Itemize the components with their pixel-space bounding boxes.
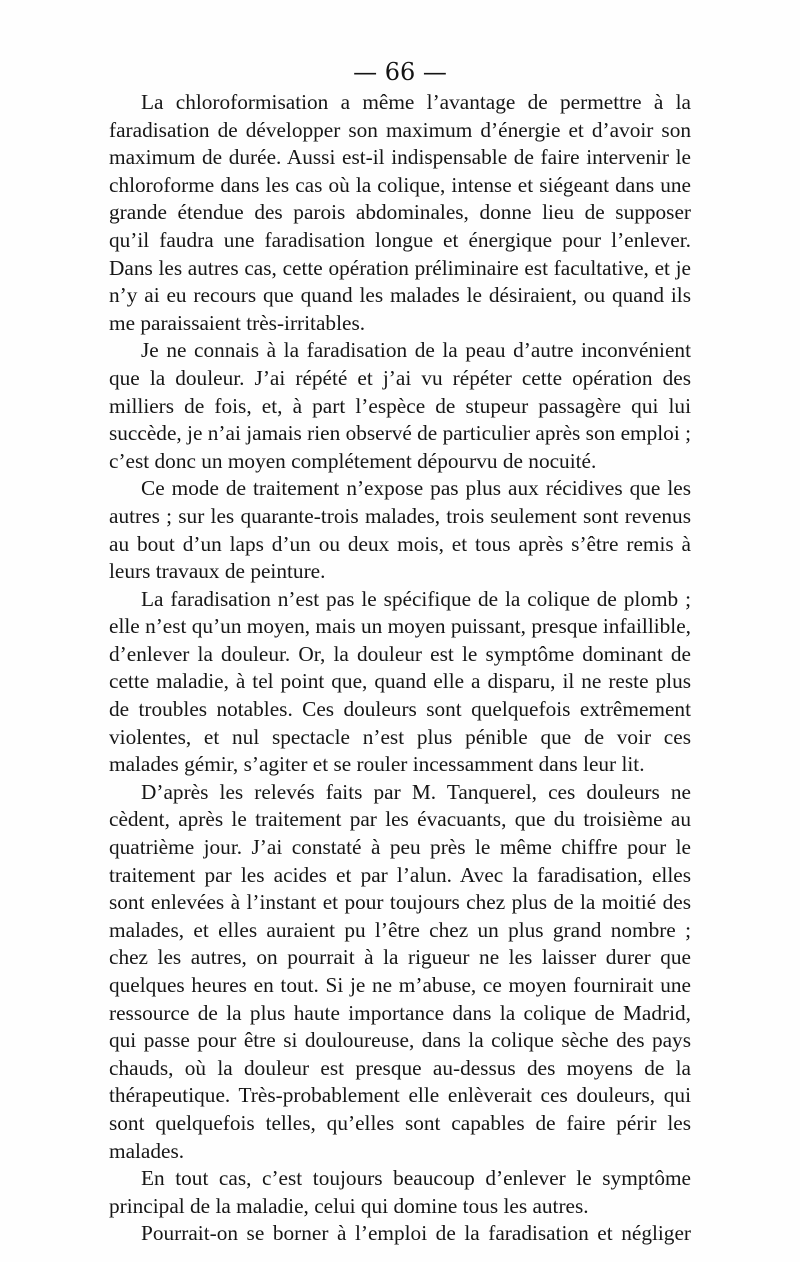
paragraph-symptome-principal: En tout cas, c’est toujours beaucoup d’enlever le symptôme principal de la maladie, celui qui domine tous les autres. bbox=[109, 1166, 691, 1218]
paragraph-tanquerel: D’après les relevés faits par M. Tanquerel, ces douleurs ne cèdent, après le traitement par les évacuants, que du troisième au quatrième jour. J’ai constaté à peu près le même chiffre pour le traitement par les acides et par l’alun. Avec la faradisation, elles sont enlevées à l’instant et pour toujours chez plus de la moitié des malades, et elles auraient pu l’être chez un plus grand nombre ; chez les autres, on pourrait à la rigueur ne les laisser durer que quelques heures en tout. Si je ne m’abuse, ce moyen fournirait une ressource de la plus haute importance dans la colique de Madrid, qui passe pour être si douloureuse, dans la colique sèche des pays chauds, où la douleur est presque au-dessus des moyens de la thérapeutique. Très-probablement elle enlèverait ces douleurs, qui sont quelquefois telles, qu’elles sont capables de faire périr les malades. bbox=[109, 779, 691, 1163]
page-number: — 66 — bbox=[353, 58, 447, 86]
paragraph-specifique: La faradisation n’est pas le spécifique de la colique de plomb ; elle n’est qu’un moyen, mais un moyen puissant, presque infaillible, d’enlever la douleur. Or, la douleur est le symptôme dominant de cette maladie, à tel point que, quand elle a disparu, il ne reste plus de troubles notables. Ces douleurs sont quelquefois extrêmement violentes, et nul spectacle n’est plus pénible que de voir ces malades gémir, s’agiter et se rouler incessamment dans leur lit. bbox=[109, 586, 691, 777]
paragraph-inconvenient: Je ne connais à la faradisation de la peau d’autre inconvénient que la douleur. J’ai répété et j’ai vu répéter cette opération des milliers de fois, et, à part l’espèce de stupeur passagère qui lui succède, je n’ai jamais rien observé de particulier après son emploi ; c’est donc un moyen complétement dépourvu de nocuité. bbox=[109, 338, 691, 473]
paragraph-chloroformisation: La chloroformisation a même l’avantage de permettre à la faradisation de développer son maximum d’énergie et d’avoir son maximum de durée. Aussi est-il indispensable de faire intervenir le chloroforme dans les cas où la colique, intense et siégeant dans une grande étendue des parois abdominales, donne lieu de supposer qu’il faudra une faradisation longue et énergique pour l’enlever. Dans les autres cas, cette opération préliminaire est facultative, et je n’y ai eu recours que quand les malades le désiraient, ou quand ils me paraissaient très-irritables. bbox=[109, 90, 691, 335]
paragraph-recidives: Ce mode de traitement n’expose pas plus aux récidives que les autres ; sur les quarante-trois malades, trois seulement sont revenus au bout d’un laps d’un ou deux mois, et tous après s’être remis à leurs travaux de peinture. bbox=[109, 476, 691, 584]
body-text bbox=[109, 89, 691, 1248]
paragraph-continuation: Pourrait-on se borner à l’emploi de la faradisation et négliger bbox=[141, 1221, 691, 1246]
